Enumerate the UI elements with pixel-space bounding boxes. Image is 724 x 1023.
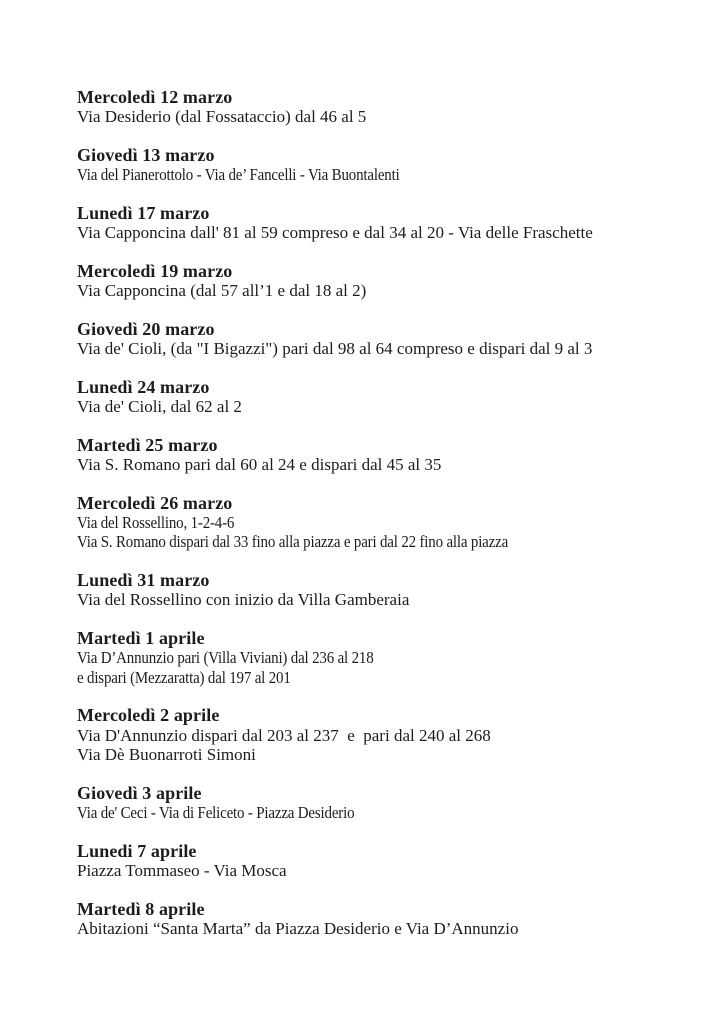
schedule-section <box>77 88 684 127</box>
street-line: Via de' Cioli, dal 62 al 2 <box>77 397 242 417</box>
section-date-heading: Lunedì 17 marzo <box>77 202 210 223</box>
section-date-heading: Martedì 1 aprile <box>77 628 205 649</box>
schedule-section <box>77 204 684 243</box>
schedule-section <box>77 378 684 417</box>
section-date-heading: Lunedì 24 marzo <box>77 376 210 397</box>
street-line: Via S. Romano pari dal 60 al 24 e dispari dal 45 al 35 <box>77 455 442 475</box>
street-line: Via D'Annunzio dispari dal 203 al 237 e pari dal 240 al 268 <box>77 725 491 745</box>
street-line: Via del Pianerottolo - Via de’ Fancelli - Via Buontalenti <box>77 165 400 185</box>
street-line: Via Desiderio (dal Fossataccio) dal 46 al 5 <box>77 107 367 127</box>
schedule-section <box>77 146 684 185</box>
street-line: Abitazioni “Santa Marta” da Piazza Desiderio e Via D’Annunzio <box>77 918 519 938</box>
schedule-section <box>77 784 684 823</box>
schedule-section <box>77 706 684 764</box>
section-date-heading: Mercoledì 2 aprile <box>77 705 220 726</box>
street-line: Via Capponcina (dal 57 all’1 e dal 18 al 2) <box>77 281 367 301</box>
schedule-list <box>77 88 684 938</box>
schedule-section <box>77 262 684 301</box>
section-date-heading: Lunedi 7 aprile <box>77 840 197 861</box>
street-line: Via S. Romano dispari dal 33 fino alla piazza e pari dal 22 fino alla piazza <box>77 532 509 552</box>
section-date-heading: Giovedì 20 marzo <box>77 318 215 339</box>
schedule-section <box>77 571 684 610</box>
schedule-section <box>77 436 684 475</box>
street-line: Via D’Annunzio pari (Villa Viviani) dal 236 al 218 <box>77 648 374 668</box>
section-date-heading: Lunedì 31 marzo <box>77 570 210 591</box>
section-date-heading: Giovedì 13 marzo <box>77 144 215 165</box>
section-date-heading: Mercoledì 19 marzo <box>77 260 233 281</box>
schedule-section <box>77 629 684 687</box>
section-date-heading: Mercoledì 26 marzo <box>77 492 233 513</box>
section-date-heading: Martedì 8 aprile <box>77 898 205 919</box>
street-line: Via Dè Buonarroti Simoni <box>77 745 256 765</box>
street-line: Via de' Ceci - Via di Feliceto - Piazza Desiderio <box>77 803 355 823</box>
schedule-section <box>77 320 684 359</box>
section-date-heading: Giovedì 3 aprile <box>77 782 202 803</box>
street-line: Via del Rossellino con inizio da Villa Gamberaia <box>77 590 410 610</box>
street-line: Via Capponcina dall' 81 al 59 compreso e dal 34 al 20 - Via delle Fraschette <box>77 223 593 243</box>
schedule-section <box>77 494 684 552</box>
schedule-section <box>77 842 684 881</box>
street-line: Piazza Tommaseo - Via Mosca <box>77 861 287 880</box>
section-date-heading: Mercoledì 12 marzo <box>77 87 233 107</box>
street-line: Via del Rossellino, 1-2-4-6 <box>77 513 235 533</box>
street-line: Via de' Cioli, (da "I Bigazzi") pari dal 98 al 64 compreso e dispari dal 9 al 3 <box>77 339 593 359</box>
schedule-section <box>77 900 684 939</box>
section-date-heading: Martedì 25 marzo <box>77 434 218 455</box>
street-line: e dispari (Mezzaratta) dal 197 al 201 <box>77 667 291 687</box>
